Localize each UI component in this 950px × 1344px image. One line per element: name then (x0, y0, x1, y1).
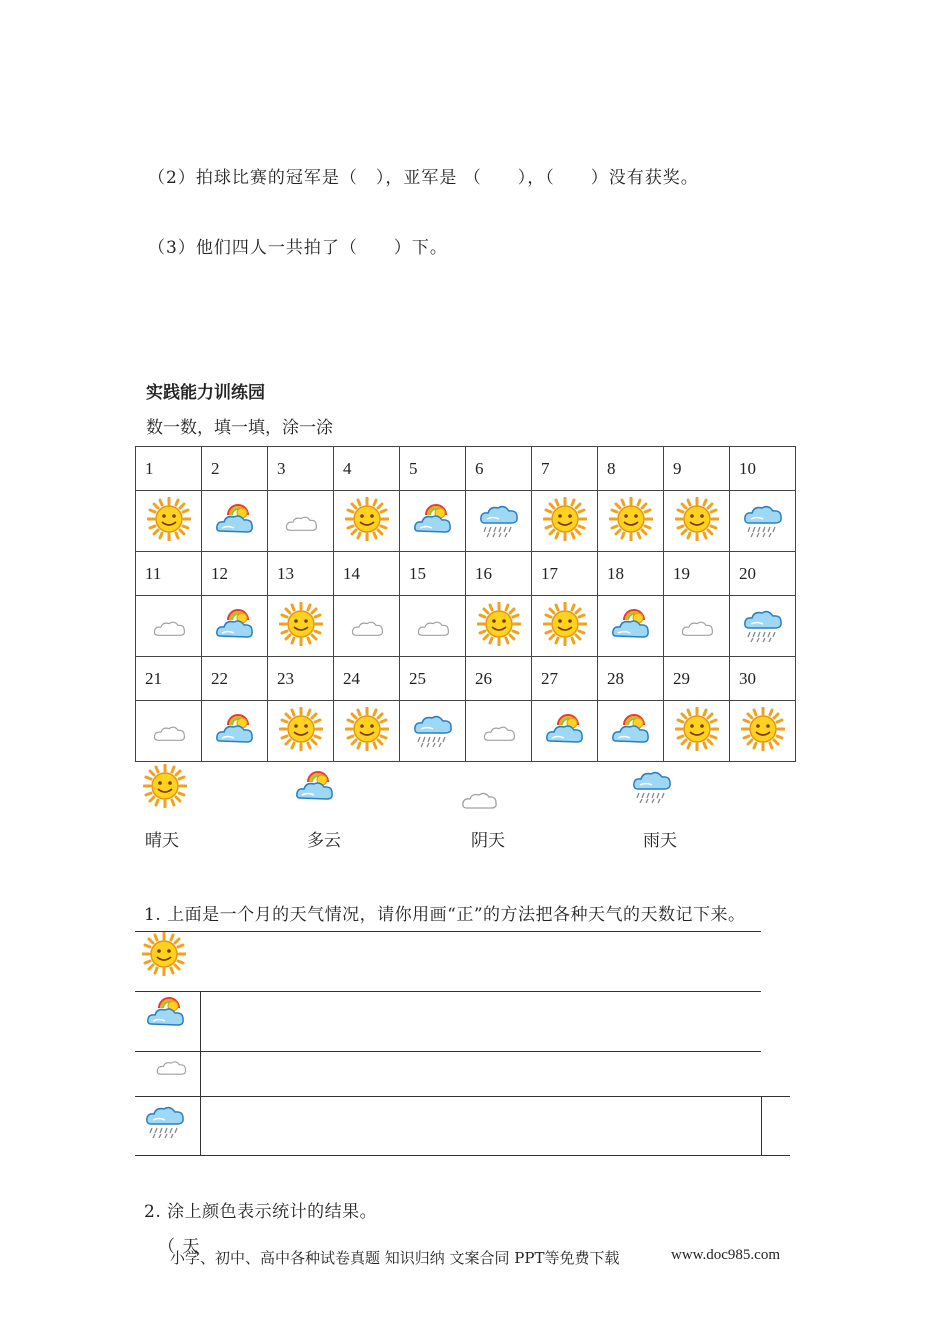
question-2: （2）拍球比赛的冠军是（ ），亚军是 （ ），（ ）没有获奖。 (148, 168, 699, 188)
calendar-weather-cell (268, 701, 334, 762)
calendar-day-number: 2 (202, 447, 268, 491)
sunny-icon (741, 707, 785, 755)
sunny-icon (675, 707, 719, 755)
cloudy-icon (610, 606, 652, 646)
legend-overcast-label: 阴天 (471, 831, 505, 851)
cloudy-icon (610, 711, 652, 751)
overcast-icon (415, 610, 451, 643)
calendar-day-number: 18 (598, 552, 664, 596)
legend-rainy-label: 雨天 (643, 831, 677, 851)
calendar-weather-cell (532, 701, 598, 762)
section-subtitle: 数一数，填一填，涂一涂 (146, 418, 333, 438)
overcast-icon (679, 610, 715, 643)
calendar-day-number: 16 (466, 552, 532, 596)
calendar-weather-row (136, 596, 796, 657)
sunny-icon (543, 602, 587, 650)
rainy-icon (742, 604, 784, 648)
calendar-day-number: 27 (532, 657, 598, 701)
calendar-day-number: 9 (664, 447, 730, 491)
overcast-icon (481, 715, 517, 748)
calendar-weather-cell (598, 701, 664, 762)
calendar-day-number: 17 (532, 552, 598, 596)
calendar-day-number: 5 (400, 447, 466, 491)
legend-cloudy-label: 多云 (307, 831, 341, 851)
task-1: 1. 上面是一个月的天气情况，请你用画“正”的方法把各种天气的天数记下来。 (144, 905, 746, 925)
calendar-weather-cell (466, 701, 532, 762)
calendar-day-number: 19 (664, 552, 730, 596)
legend-overcast-icon (459, 780, 499, 816)
rainy-icon (412, 709, 454, 753)
calendar-day-number: 21 (136, 657, 202, 701)
calendar-day-number: 22 (202, 657, 268, 701)
sunny-icon (147, 497, 191, 545)
calendar-weather-cell (730, 491, 796, 552)
calendar-weather-cell (400, 491, 466, 552)
tally-cloudy-icon (145, 994, 187, 1034)
calendar-day-row (136, 447, 796, 491)
calendar-weather-cell (730, 701, 796, 762)
calendar-day-number: 30 (730, 657, 796, 701)
sunny-icon (279, 602, 323, 650)
calendar-day-number: 29 (664, 657, 730, 701)
tally-sunny-icon (142, 932, 186, 980)
calendar-weather-cell (202, 491, 268, 552)
calendar-weather-cell (136, 596, 202, 657)
cloudy-icon (214, 501, 256, 541)
calendar-weather-cell (664, 596, 730, 657)
sunny-icon (345, 497, 389, 545)
calendar-day-number: 14 (334, 552, 400, 596)
calendar-day-row (136, 552, 796, 596)
rainy-icon (742, 499, 784, 543)
legend-cloudy-icon (294, 768, 336, 808)
calendar-weather-cell (334, 491, 400, 552)
legend-rainy-icon (631, 765, 673, 809)
cloudy-icon (214, 606, 256, 646)
calendar-day-number: 23 (268, 657, 334, 701)
calendar-weather-cell (400, 701, 466, 762)
question-3: （3）他们四人一共拍了（ ）下。 (148, 238, 448, 258)
calendar-weather-cell (136, 491, 202, 552)
rainy-icon (478, 499, 520, 543)
task-2: 2. 涂上颜色表示统计的结果。 (144, 1202, 378, 1222)
calendar-day-number: 10 (730, 447, 796, 491)
sunny-icon (279, 707, 323, 755)
sunny-icon (543, 497, 587, 545)
calendar-weather-cell (334, 701, 400, 762)
cloudy-icon (214, 711, 256, 751)
calendar-weather-cell (400, 596, 466, 657)
calendar-day-number: 1 (136, 447, 202, 491)
calendar-weather-cell (532, 596, 598, 657)
legend-sunny-icon (143, 764, 187, 812)
calendar-day-number: 11 (136, 552, 202, 596)
overcast-icon (151, 610, 187, 643)
calendar-weather-cell (136, 701, 202, 762)
calendar-weather-row (136, 491, 796, 552)
footer-left: 小学、初中、高中各种试卷真题 知识归纳 文案合同 PPT等免费下载 (170, 1249, 620, 1267)
sunny-icon (345, 707, 389, 755)
tally-rainy-icon (144, 1100, 186, 1144)
sunny-icon (477, 602, 521, 650)
calendar-day-number: 15 (400, 552, 466, 596)
tally-overcast-icon (154, 1050, 188, 1082)
calendar-day-number: 6 (466, 447, 532, 491)
sunny-icon (675, 497, 719, 545)
calendar-day-number: 20 (730, 552, 796, 596)
calendar-day-number: 24 (334, 657, 400, 701)
overcast-icon (349, 610, 385, 643)
calendar-weather-cell (268, 596, 334, 657)
calendar-weather-cell (202, 596, 268, 657)
overcast-icon (151, 715, 187, 748)
calendar-day-number: 28 (598, 657, 664, 701)
calendar-weather-cell (466, 491, 532, 552)
footer-right: www.doc985.com (671, 1247, 781, 1263)
calendar-day-number: 7 (532, 447, 598, 491)
overcast-icon (283, 505, 319, 538)
calendar-weather-cell (202, 701, 268, 762)
calendar-day-number: 25 (400, 657, 466, 701)
calendar-day-number: 13 (268, 552, 334, 596)
calendar-weather-cell (268, 491, 334, 552)
calendar-weather-cell (466, 596, 532, 657)
calendar-day-row (136, 657, 796, 701)
calendar-weather-cell (664, 491, 730, 552)
calendar-day-number: 12 (202, 552, 268, 596)
sunny-icon (609, 497, 653, 545)
calendar-weather-cell (598, 491, 664, 552)
calendar-weather-cell (730, 596, 796, 657)
weather-calendar (135, 446, 796, 762)
legend-sunny-label: 晴天 (145, 831, 179, 851)
calendar-weather-cell (664, 701, 730, 762)
calendar-weather-cell (532, 491, 598, 552)
cloudy-icon (412, 501, 454, 541)
calendar-day-number: 3 (268, 447, 334, 491)
partial-text: （ 天 (158, 1237, 201, 1257)
calendar-day-number: 8 (598, 447, 664, 491)
cloudy-icon (544, 711, 586, 751)
calendar-weather-cell (598, 596, 664, 657)
calendar-day-number: 26 (466, 657, 532, 701)
section-title: 实践能力训练园 (146, 383, 265, 403)
calendar-weather-row (136, 701, 796, 762)
calendar-day-number: 4 (334, 447, 400, 491)
calendar-weather-cell (334, 596, 400, 657)
